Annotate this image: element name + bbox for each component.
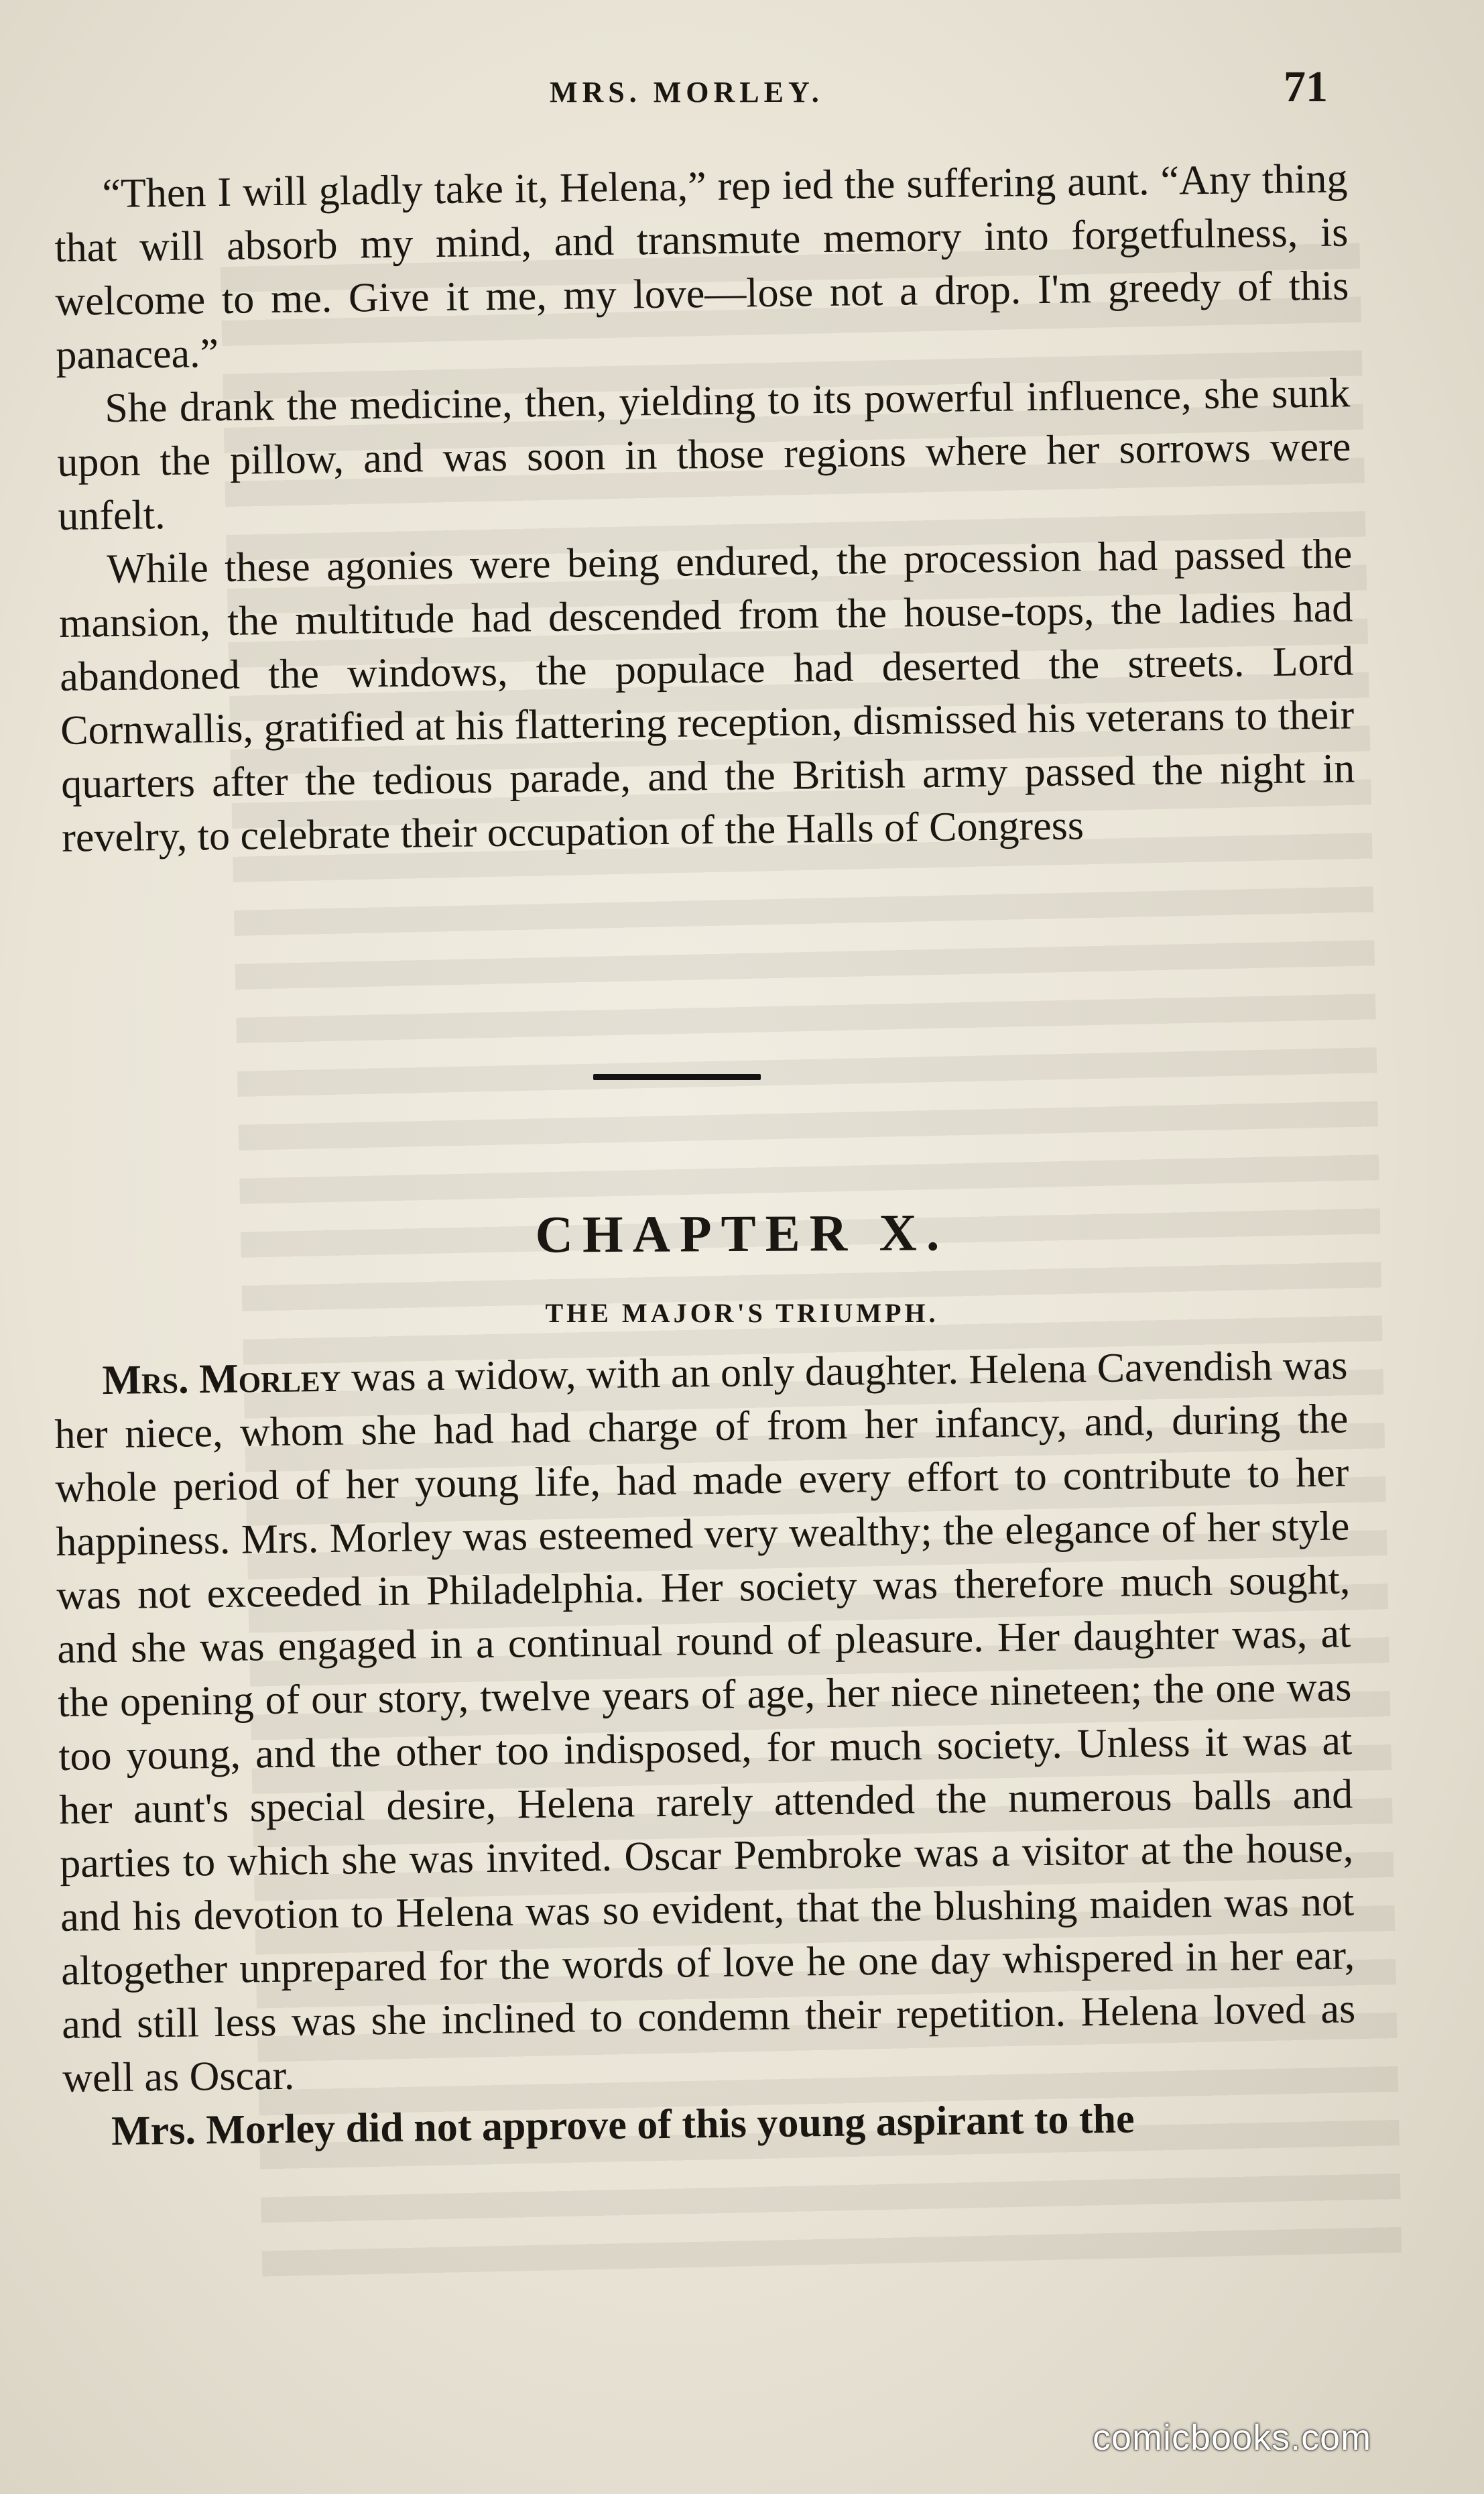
paragraph-lead: Mrs. Morley [102, 1354, 341, 1404]
page-number: 71 [1284, 62, 1328, 111]
section-divider [593, 1074, 761, 1080]
paragraph-body: was a widow, with an only daughter. Helena Cavendish was her niece, whom she had had charge of from her infancy, and, during the whole period of her young life, had made every effort to contribute to her happiness. Mrs. Morley was esteemed very wealthy; the elegance of her style was not exceeded in Philadelphia. Her society was therefore much sought, and she was engaged in a continual round of pleasure. Her daughter was, at the opening of our story, twelve years of age, her niece nineteen; the one was too young, and the other too indisposed, for much society. Unless it was at her aunt's special desire, Helena rarely attended the numerous balls and parties to which she was invited. Oscar Pembroke was a visitor at the house, and his devotion to Helena was so evident, that the blushing maiden was not altogether unprepared for the words of love he one day whispered in her ear, and still less was she inclined to condemn their repetition. Helena loved as well as Oscar. [54, 1342, 1356, 2101]
paragraph: Mrs. Morley did not approve of this young aspirant to the [111, 2096, 1135, 2155]
chapter-title: CHAPTER X. [535, 1203, 949, 1264]
text-block-chapter [54, 1338, 1357, 2158]
chapter-subtitle: THE MAJOR'S TRIUMPH. [545, 1298, 939, 1328]
watermark: comicbooks.com [1093, 2418, 1372, 2458]
paragraph: While these agonies were being endured, the procession had passed the mansion, the multitude had descended from the house-tops, the ladies had abandoned the windows, the populace had deserted the streets. Lord Cornwallis, gratified at his flattering reception, dismissed his veterans to their quarters after the tedious parade, and the British army passed the night in revelry, to celebrate their occupation of the Halls of Congress [58, 531, 1355, 861]
running-header: MRS. MORLEY. [550, 76, 824, 109]
paragraph: She drank the medicine, then, yielding to its powerful influence, she sunk upon the pillow, and was soon in those regions where her sorrows were unfelt. [56, 370, 1351, 539]
paragraph: “Then I will gladly take it, Helena,” rep ied the suffering aunt. “Any thing that will absorb my mind, and transmute memory into forgetfulness, is welcome to me. Give it me, my love—lose not a drop. I'm greedy of this panacea.” [54, 156, 1349, 378]
paragraph [54, 1338, 1357, 2104]
text-block-top [54, 152, 1356, 865]
